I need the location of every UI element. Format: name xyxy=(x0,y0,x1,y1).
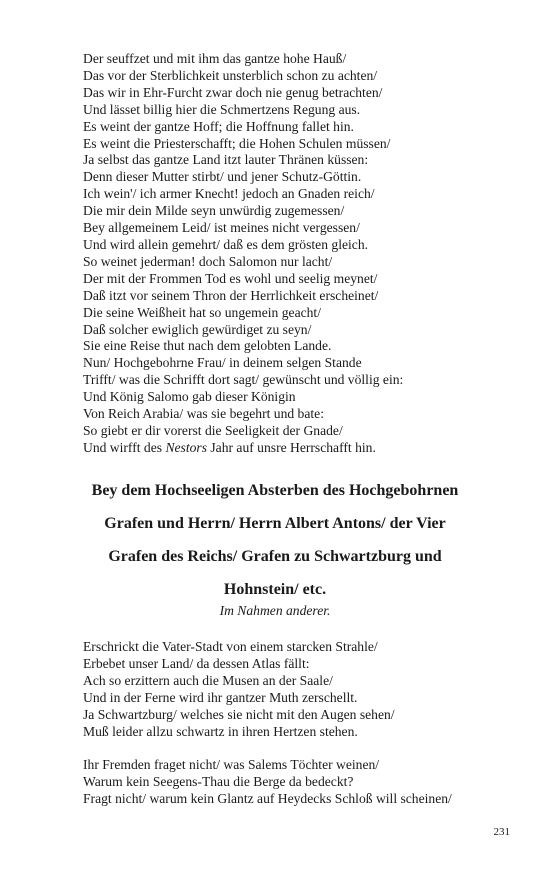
verse-line: Und König Salomo gab dieser Königin xyxy=(83,389,296,405)
verse-line: Ja Schwartzburg/ welches sie nicht mit den Augen sehen/ xyxy=(83,706,395,722)
italic-name: Nestors xyxy=(165,439,207,455)
verse-text: Jahr auf unsre Herrschafft hin. xyxy=(206,439,376,455)
verse-line: Das vor der Sterblichkeit unsterblich schon zu achten/ xyxy=(83,67,378,83)
title-line: Grafen und Herrn/ Herrn Albert Antons/ der Vier xyxy=(104,515,446,532)
verse-line: Das wir in Ehr-Furcht zwar doch nie genug betrachten/ xyxy=(83,84,383,100)
verse-line: Der seuffzet und mit ihm das gantze hohe Hauß/ xyxy=(83,51,347,66)
verse-line: Und in der Ferne wird ihr gantzer Muth zerschellt. xyxy=(83,689,358,705)
verse-line: Und lässet billig hier die Schmertzens Regung aus. xyxy=(83,101,361,117)
verse-line: Der mit der Frommen Tod es wohl und seelig meynet/ xyxy=(83,270,378,286)
poem-title xyxy=(40,474,510,606)
verse-line: Ich wein'/ ich armer Knecht! jedoch an Gnaden reich/ xyxy=(83,186,375,202)
verse-line: Warum kein Seegens-Thau die Berge da bedeckt? xyxy=(83,773,354,789)
verse-line: Die seine Weißheit hat so ungemein geacht/ xyxy=(83,304,321,320)
verse-line: Daß itzt vor seinem Thron der Herrlichkeit erscheinet/ xyxy=(83,287,379,303)
verse-line: Nun/ Hochgebohrne Frau/ in deinem selgen Stande xyxy=(83,355,362,371)
verse-line: So weinet jederman! doch Salomon nur lacht/ xyxy=(83,253,333,269)
verse-line: Ja selbst das gantze Land itzt lauter Thränen küssen: xyxy=(83,152,369,168)
verse-line: Die mir dein Milde seyn unwürdig zugemessen/ xyxy=(83,203,345,219)
verse-line: Es weint die Priesterschafft; die Hohen Schulen müssen/ xyxy=(83,135,391,151)
title-line: Hohnstein/ etc. xyxy=(223,581,327,598)
verse-line: So giebt er dir vorerst die Seeligkeit der Gnade/ xyxy=(83,422,343,438)
poem-stanza-2 xyxy=(83,757,523,808)
poem-subtitle: Im Nahmen anderer. xyxy=(219,603,331,618)
poem-continued xyxy=(83,51,523,457)
verse-line: Ihr Fremden fraget nicht/ was Salems Töchter weinen/ xyxy=(83,757,380,772)
verse-line: Fragt nicht/ warum kein Glantz auf Heydecks Schloß will scheinen/ xyxy=(83,790,452,806)
verse-line: Muß leider allzu schwartz in ihren Hertzen stehen. xyxy=(83,723,358,739)
verse-line: Erbebet unser Land/ da dessen Atlas fällt: xyxy=(83,655,310,671)
verse-text: Und wirfft des xyxy=(83,439,166,455)
verse-line: Ach so erzittern auch die Musen an der Saale/ xyxy=(83,672,333,688)
poem-stanza-1 xyxy=(83,639,523,740)
verse-line: Es weint der gantze Hoff; die Hoffnung fallet hin. xyxy=(83,118,354,134)
verse-line: Denn dieser Mutter stirbt/ und jener Schutz-Göttin. xyxy=(83,169,362,185)
verse-line-last xyxy=(83,440,523,457)
verse-line: Daß solcher ewiglich gewürdiget zu seyn/ xyxy=(83,321,312,337)
title-line: Bey dem Hochseeligen Absterben des Hochgebohrnen xyxy=(91,482,459,499)
verse-line: Erschrickt die Vater-Stadt von einem starcken Strahle/ xyxy=(83,639,378,654)
verse-line: Und wird allein gemehrt/ daß es dem grösten gleich. xyxy=(83,236,369,252)
verse-line: Bey allgemeinem Leid/ ist meines nicht vergessen/ xyxy=(83,220,360,236)
page-number: 231 xyxy=(493,826,510,838)
verse-line: Von Reich Arabia/ was sie begehrt und bate: xyxy=(83,406,324,422)
verse-line: Sie eine Reise thut nach dem gelobten Lande. xyxy=(83,338,332,354)
verse-line: Trifft/ was die Schrifft dort sagt/ gewünscht und völlig ein: xyxy=(83,372,404,388)
title-line: Grafen des Reichs/ Grafen zu Schwartzburg und xyxy=(108,548,442,565)
